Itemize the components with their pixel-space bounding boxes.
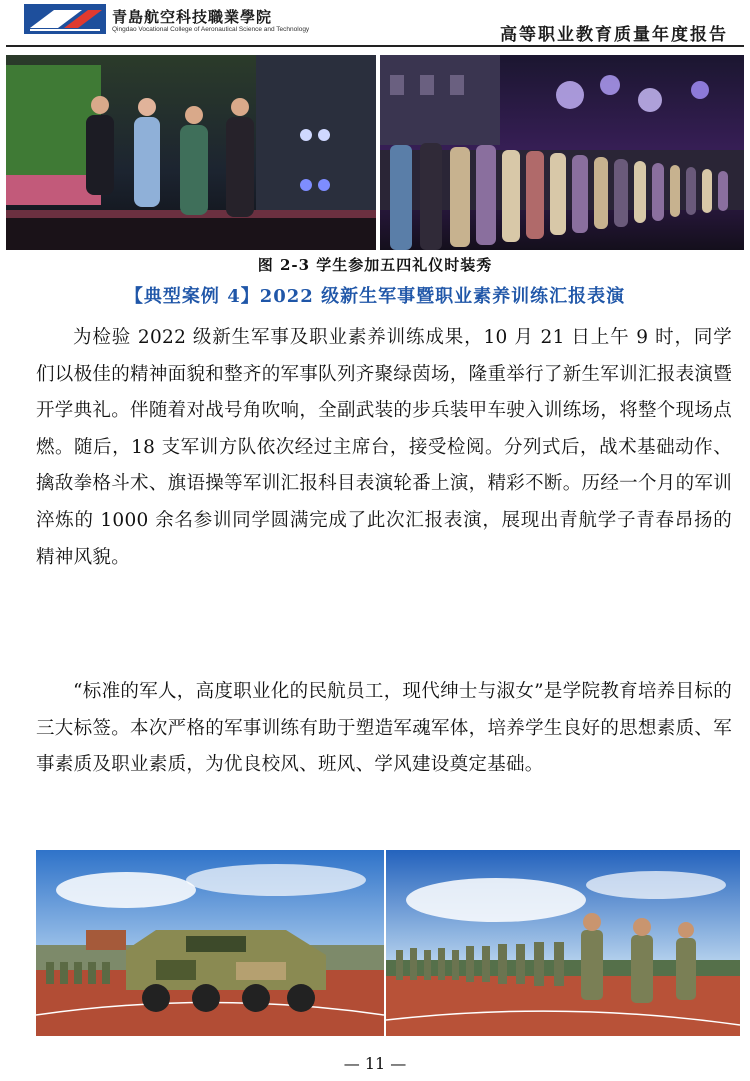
photo-marching-squad [386, 850, 740, 1036]
photo-armored-vehicle [36, 850, 384, 1036]
school-name-en: Qingdao Vocational College of Aeronautical Science and Technology [112, 26, 310, 33]
photo-fashion-show-stage [6, 55, 376, 250]
page-number: — 11 — [343, 1054, 407, 1073]
body-paragraph: 为检验 2022 级新生军事及职业素养训练成果，10 月 21 日上午 9 时，同学们以极佳的精神面貌和整齐的军事队列齐聚绿茵场，隆重举行了新生军训汇报表演暨开学典礼。伴随着对战号角吹响，全副武装的步兵装甲车驶入训练场，将整个现场点燃。随后，18 支军训方队依次经过主席台，接受检阅。分列式后，战术基础动作、擒敌拳格斗术、旗语操等军训汇报科目表演轮番上演，精彩不断。历经一个月的军训淬炼的 1000 余名参训同学圆满完成了此次汇报表演，展现出青航学子青春昂扬的精神风貌。 [36, 327, 732, 568]
figure-caption: 图 2-3 学生参加五四礼仪时装秀 [257, 256, 493, 274]
report-title: 高等职业教育质量年度报告 [500, 25, 728, 45]
college-logo-icon [24, 4, 106, 34]
case-title: 【典型案例 4】2022 级新生军事暨职业素养训练汇报表演 [124, 286, 626, 307]
header-divider [6, 45, 744, 47]
body-paragraph: “标准的军人，高度职业化的民航员工，现代绅士与淑女”是学院教育培养目标的三大标签。本次严格的军事训练有助于塑造军魂军体，培养学生良好的思想素质、军事素质及职业素质，为优良校风、班风、学风建设奠定基础。 [36, 681, 732, 776]
school-name-cn: 青島航空科技職業學院 [112, 8, 273, 26]
page-header [0, 0, 750, 48]
photo-fashion-show-crowd [380, 55, 744, 250]
